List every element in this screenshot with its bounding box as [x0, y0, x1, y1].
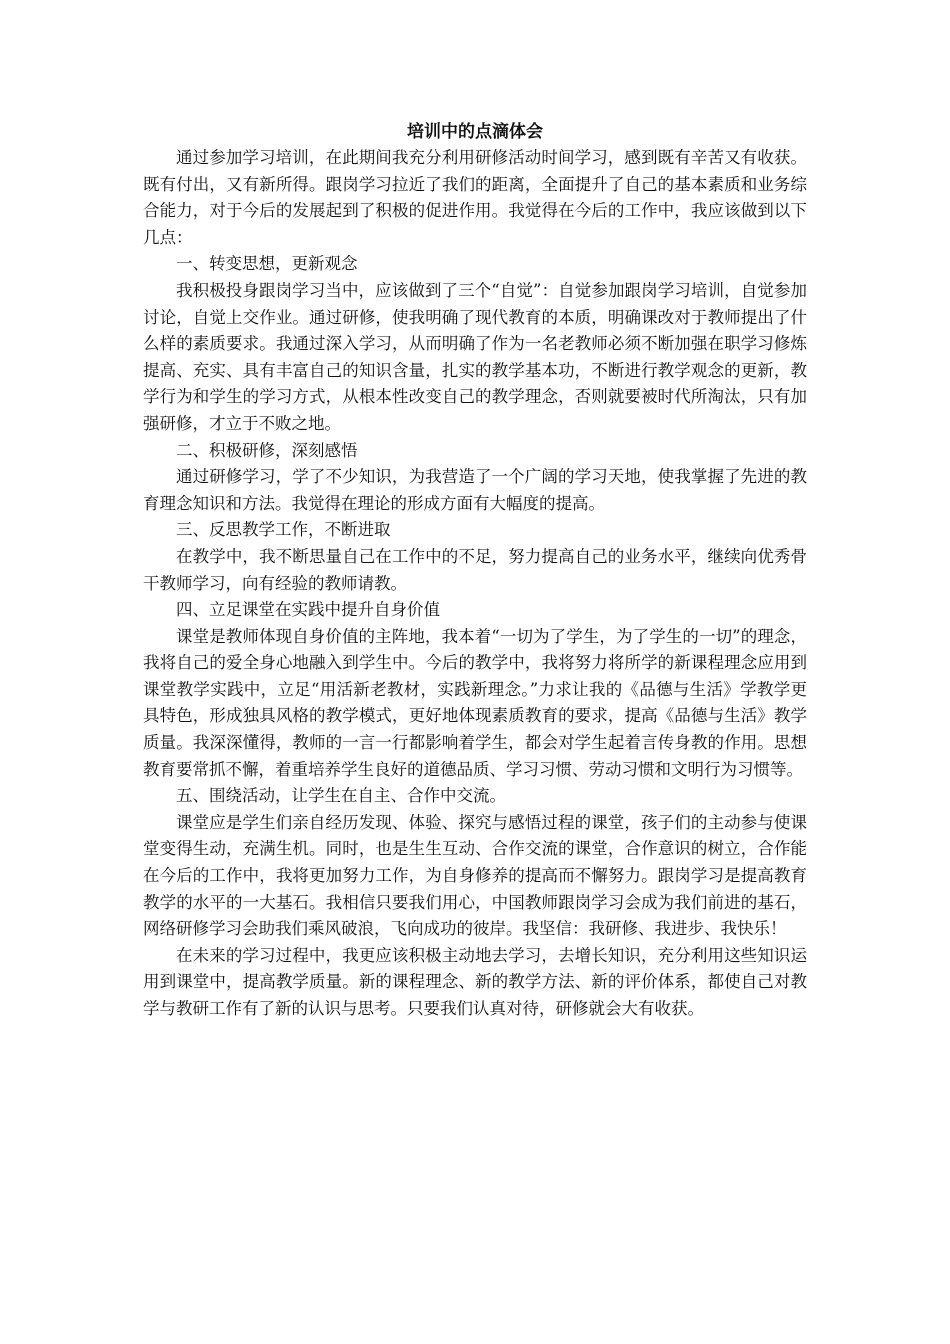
- section-4-paragraph: 课堂是教师体现自身价值的主阵地，我本着“一切为了学生，为了学生的一切”的理念，我将自己的爱全身心地融入到学生中。今后的教学中，我将努力将所学的新课程理念应用到课堂教学实践中，立足“用活新老教材，实践新理念。”力求让我的《品德与生活》学教学更具特色，形成独具风格的教学模式，更好地体现素质教育的要求，提高《品德与生活》教学质量。我深深懂得，教师的一言一行都影响着学生，都会对学生起着言传身教的作用。思想教育要常抓不懈，着重培养学生良好的道德品质、学习习惯、劳动习惯和文明行为习惯等。: [143, 626, 807, 779]
- intro-paragraph: 通过参加学习培训，在此期间我充分利用研修活动时间学习，感到既有辛苦又有收获。既有付出，又有新所得。跟岗学习拉近了我们的距离，全面提升了自己的基本素质和业务综合能力，对于今后的发展起到了积极的促进作用。我觉得在今后的工作中，我应该做到以下几点：: [143, 148, 807, 247]
- document-title: 培训中的点滴体会: [407, 122, 543, 142]
- section-heading-5: 五、围绕活动，让学生在自主、合作中交流。: [176, 786, 506, 806]
- section-1-paragraph: 我积极投身跟岗学习当中，应该做到了三个“自觉”：自觉参加跟岗学习培训，自觉参加讨论，自觉上交作业。通过研修，使我明确了现代教育的本质，明确课改对于教师提出了什么样的素质要求。我通过深入学习，从而明确了作为一名老教师必须不断加强在职学习修炼提高、充实、具有丰富自己的知识含量，扎实的教学基本功，不断进行教学观念的更新，教学行为和学生的学习方式，从根本性改变自己的教学理念，否则就要被时代所淘汰，只有加强研修，才立于不败之地。: [143, 280, 807, 433]
- section-heading-4: 四、立足课堂在实践中提升自身价值: [176, 600, 440, 620]
- section-5-paragraph: 课堂应是学生们亲自经历发现、体验、探究与感悟过程的课堂，孩子们的主动参与使课堂变得生动，充满生机。同时，也是生生互动、合作交流的课堂，合作意识的树立，合作能在今后的工作中，我将更加努力工作，为自身修养的提高而不懈努力。跟岗学习是提高教育教学的水平的一大基石。我相信只要我们用心，中国教师跟岗学习会成为我们前进的基石，网络研修学习会助我们乘风破浪，飞向成功的彼岸。我坚信：我研修、我进步、我快乐！: [143, 812, 807, 939]
- document-page: [143, 119, 807, 1023]
- section-3-paragraph: 在教学中，我不断思量自己在工作中的不足，努力提高自己的业务水平，继续向优秀骨干教师学习，向有经验的教师请教。: [143, 546, 807, 593]
- section-heading-1: 一、转变思想，更新观念: [176, 254, 358, 274]
- section-2-paragraph: 通过研修学习，学了不少知识，为我营造了一个广阔的学习天地，使我掌握了先进的教育理念知识和方法。我觉得在理论的形成方面有大幅度的提高。: [143, 467, 807, 513]
- closing-paragraph: 在未来的学习过程中，我更应该积极主动地去学习，去增长知识，充分利用这些知识运用到课堂中，提高教学质量。新的课程理念、新的教学方法、新的评价体系，都使自己对教学与教研工作有了新的认识与思考。只要我们认真对待，研修就会大有收获。: [143, 945, 807, 1018]
- section-heading-2: 二、积极研修，深刻感悟: [176, 440, 358, 460]
- section-heading-3: 三、反思教学工作，不断进取: [176, 520, 391, 540]
